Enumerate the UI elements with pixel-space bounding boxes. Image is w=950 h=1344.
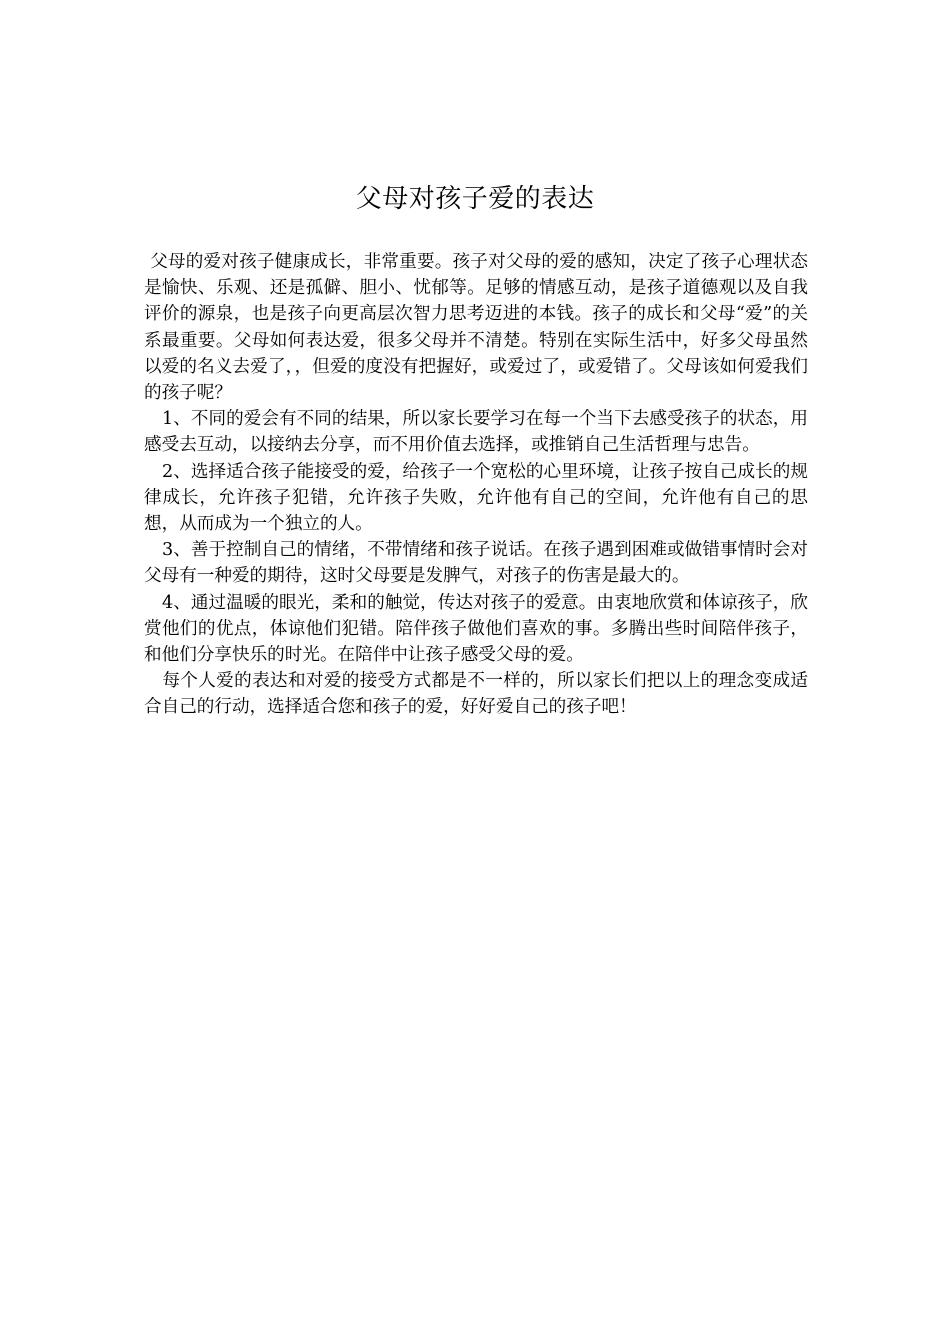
- paragraph-text: 1、不同的爱会有不同的结果，所以家长要学习在每一个当下去感受孩子的状态，用感受去互动，以接纳去分享，而不用价值去选择，或推销自己生活哲理与忠告。: [144, 409, 808, 456]
- document-body: [144, 249, 808, 721]
- paragraph-text: 4、通过温暖的眼光，柔和的触觉，传达对孩子的爱意。由衷地欣赏和体谅孩子，欣赏他们的优点，体谅他们犯错。陪伴孩子做他们喜欢的事。多腾出些时间陪伴孩子，和他们分享快乐的时光。在陪伴中让孩子感受父母的爱。: [144, 592, 808, 666]
- paragraph-text: 父母的爱对孩子健康成长，非常重要。孩子对父母的爱的感知，决定了孩子心理状态是愉快、乐观、还是孤僻、胆小、忧郁等。足够的情感互动，是孩子道德观以及自我评价的源泉，也是孩子向更高层次智力思考迈进的本钱。孩子的成长和父母“爱”的关系最重要。父母如何表达爱，很多父母并不清楚。特别在实际生活中，好多父母虽然以爱的名义去爱了，，但爱的度没有把握好，或爱过了，或爱错了。父母该如何爱我们的孩子呢？: [144, 252, 808, 404]
- point-paragraph-1: [144, 406, 808, 458]
- paragraph-text: 2、选择适合孩子能接受的爱，给孩子一个宽松的心里环境，让孩子按自己成长的规律成长，允许孩子犯错，允许孩子失败，允许他有自己的空间，允许他有自己的思想，从而成为一个独立的人。: [144, 461, 808, 535]
- point-paragraph-4: [144, 590, 808, 669]
- point-paragraph-2: [144, 459, 808, 538]
- point-paragraph-3: [144, 537, 808, 589]
- intro-paragraph: [144, 249, 808, 406]
- paragraph-text: 每个人爱的表达和对爱的接受方式都是不一样的，所以家长们把以上的理念变成适合自己的行动，选择适合您和孩子的爱，好好爱自己的孩子吧！: [144, 671, 808, 718]
- paragraph-text: 3、善于控制自己的情绪，不带情绪和孩子说话。在孩子遇到困难或做错事情时会对父母有一种爱的期待，这时父母要是发脾气，对孩子的伤害是最大的。: [144, 540, 808, 587]
- document-title: 父母对孩子爱的表达: [355, 184, 595, 214]
- closing-paragraph: [144, 668, 808, 720]
